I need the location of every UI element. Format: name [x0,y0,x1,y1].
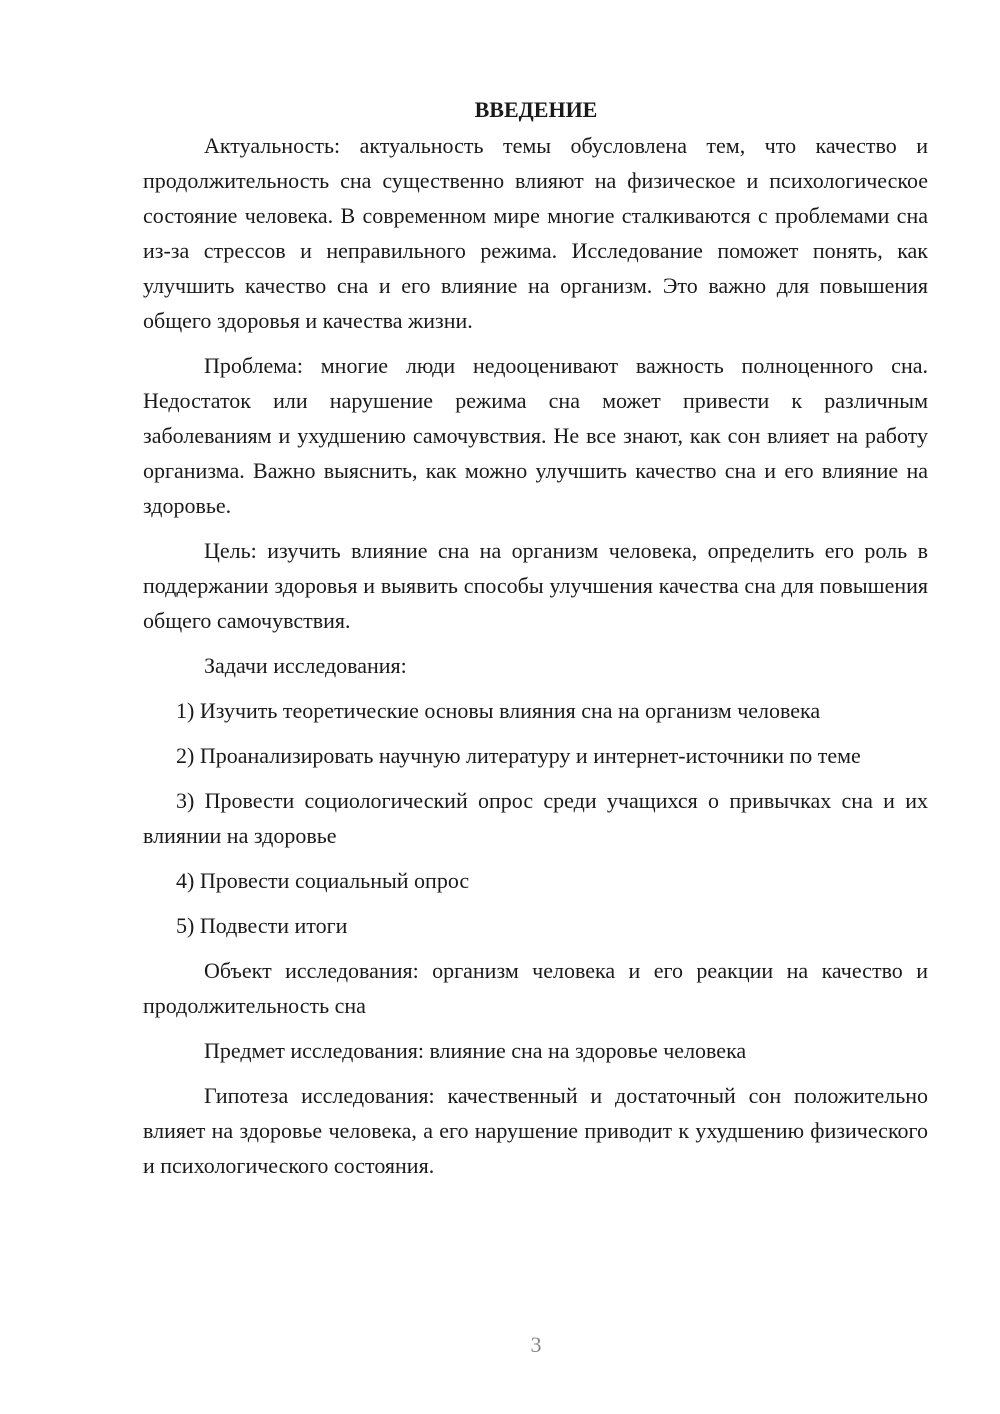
task-item: 5) Подвести итоги [176,913,348,938]
task-item: 3) Провести социологический опрос среди учащихся о привычках сна и их влиянии на здоровье [143,788,928,848]
page-title: ВВЕДЕНИЕ [474,97,598,122]
page-number: 3 [530,1332,542,1357]
relevance-paragraph: Актуальность: актуальность темы обусловлена тем, что качество и продолжительность сна существенно влияют на физическое и психологическое состояние человека. В современном мире многие сталкиваются с проблемами сна из-за стрессов и неправильного режима. Исследование поможет понять, как улучшить качество сна и его влияние на организм. Это важно для повышения общего здоровья и качества жизни. [143,133,928,333]
tasks-list [143,693,928,943]
hypothesis-paragraph: Гипотеза исследования: качественный и достаточный сон положительно влияет на здоровье человека, а его нарушение приводит к ухудшению физического и психологического состояния. [143,1083,928,1178]
problem-paragraph: Проблема: многие люди недооценивают важность полноценного сна. Недостаток или нарушение режима сна может привести к различным заболеваниям и ухудшению самочувствия. Не все знают, как сон влияет на работу организма. Важно выяснить, как можно улучшить качество сна и его влияние на здоровье. [143,353,928,518]
task-item: 2) Проанализировать научную литературу и интернет-источники по теме [176,743,861,768]
object-paragraph: Объект исследования: организм человека и его реакции на качество и продолжительность сна [143,958,928,1018]
document-page [143,92,928,1193]
task-item: 1) Изучить теоретические основы влияния сна на организм человека [176,698,821,723]
task-item: 4) Провести социальный опрос [176,868,470,893]
subject-paragraph: Предмет исследования: влияние сна на здоровье человека [204,1038,747,1063]
tasks-heading: Задачи исследования: [204,653,407,678]
goal-paragraph: Цель: изучить влияние сна на организм человека, определить его роль в поддержании здоровья и выявить способы улучшения качества сна для повышения общего самочувствия. [143,538,928,633]
